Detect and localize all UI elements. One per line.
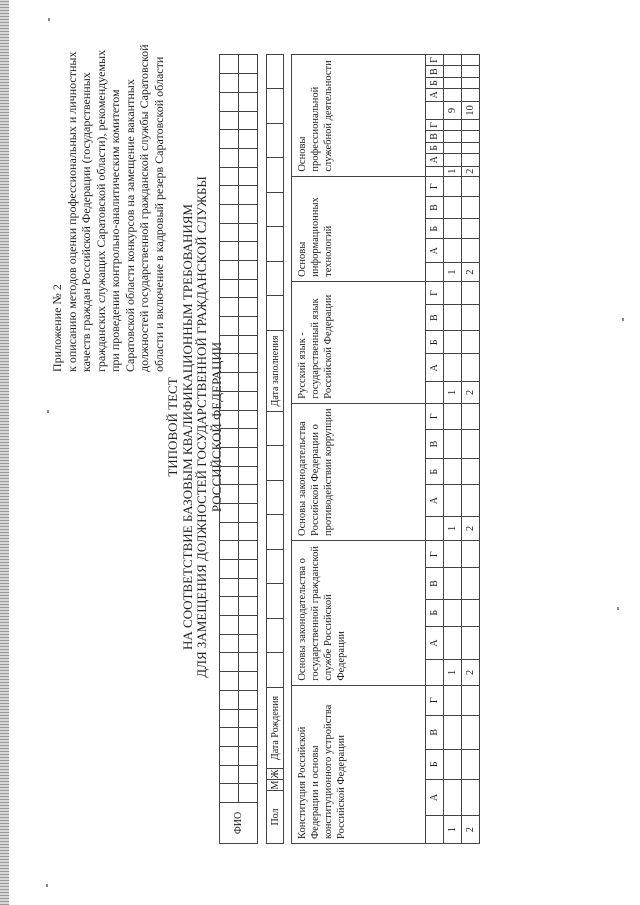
gender-male-box[interactable]: М	[267, 780, 284, 791]
answer-letter: Г	[426, 403, 444, 429]
scan-speck	[46, 884, 48, 887]
fio-cell[interactable]	[220, 504, 239, 523]
answer-cell[interactable]	[462, 66, 480, 78]
answer-cell[interactable]	[462, 331, 480, 354]
answer-letter: Б	[426, 219, 444, 239]
answer-cell[interactable]	[444, 66, 462, 78]
row-number-header	[426, 382, 444, 403]
fio-cell[interactable]	[220, 74, 239, 93]
date-cell[interactable]	[267, 296, 284, 331]
fio-cell[interactable]	[220, 279, 239, 298]
answer-cell[interactable]	[444, 176, 462, 196]
section-title: Основы профессиональной служебной деятельности	[292, 55, 426, 177]
document-title	[166, 42, 224, 812]
appendix-block	[50, 32, 166, 372]
fio-cell[interactable]	[239, 765, 258, 784]
fio-cell[interactable]	[239, 485, 258, 504]
fio-cell[interactable]	[239, 92, 258, 111]
fio-cell[interactable]	[239, 130, 258, 149]
answer-cell[interactable]	[444, 305, 462, 331]
answer-letter: Б	[426, 459, 444, 485]
section-title: Основы информационных технологий	[292, 176, 426, 281]
answer-cell[interactable]	[462, 568, 480, 599]
date-cell[interactable]	[267, 124, 284, 159]
answer-letter: Б	[426, 331, 444, 354]
question-number: 1	[444, 382, 462, 403]
answer-cell[interactable]	[462, 143, 480, 154]
answer-cell[interactable]	[462, 88, 480, 101]
answer-cell[interactable]	[462, 626, 480, 659]
row-number-header	[426, 816, 444, 844]
answer-cell[interactable]	[444, 403, 462, 429]
question-number: 2	[462, 382, 480, 403]
answer-cell[interactable]	[462, 485, 480, 517]
fio-cell[interactable]	[220, 317, 239, 336]
answer-cell[interactable]	[444, 626, 462, 659]
scan-speck	[48, 18, 50, 21]
answer-cell[interactable]	[444, 354, 462, 382]
question-number: 1	[444, 263, 462, 281]
fio-cell[interactable]	[220, 354, 239, 373]
fio-cell[interactable]	[239, 186, 258, 205]
fio-cell[interactable]	[220, 522, 239, 541]
answer-row	[462, 55, 480, 844]
fio-cell[interactable]	[239, 410, 258, 429]
answer-letter: Г	[426, 281, 444, 304]
answer-letter: В	[426, 130, 444, 142]
fio-cell[interactable]	[220, 223, 239, 242]
answer-cell[interactable]	[444, 239, 462, 263]
fio-cell[interactable]	[239, 223, 258, 242]
appendix-line: Саратовской области конкурсов на замещение вакантных	[122, 79, 137, 372]
fio-cell[interactable]	[239, 335, 258, 354]
answer-cell[interactable]	[462, 219, 480, 239]
fio-cell[interactable]	[239, 74, 258, 93]
fio-cell[interactable]	[220, 205, 239, 224]
answer-cell[interactable]	[444, 153, 462, 166]
answer-letter: В	[426, 305, 444, 331]
answer-row	[444, 55, 462, 844]
fio-cell[interactable]	[220, 55, 239, 74]
section-title: Основы законодательства о государственной гражданской службе Российской Федерации	[292, 540, 426, 685]
answer-cell[interactable]	[444, 429, 462, 459]
fio-row	[239, 55, 258, 844]
title-line: ДЛЯ ЗАМЕЩЕНИЯ ДОЛЖНОСТЕЙ ГОСУДАРСТВЕННОЙ ГРАЖДАНСКОЙ СЛУЖБЫ	[194, 176, 209, 678]
answer-letter: Б	[426, 749, 444, 779]
answer-letter: В	[426, 568, 444, 599]
fio-cell[interactable]	[239, 466, 258, 485]
appendix-line: области и включение в кадровый резерв Саратовской области	[151, 56, 166, 372]
answer-cell[interactable]	[462, 196, 480, 219]
fio-cell[interactable]	[220, 597, 239, 616]
fio-cell[interactable]	[220, 616, 239, 635]
question-number: 1	[444, 816, 462, 844]
answer-cell[interactable]	[444, 120, 462, 131]
appendix-line: при проведении контрольно-аналитическим комитетом	[108, 89, 122, 372]
date-cell[interactable]	[267, 158, 284, 193]
fio-cell[interactable]	[239, 746, 258, 765]
title-line: ТИПОВОЙ ТЕСТ	[165, 377, 180, 477]
fio-cell[interactable]	[220, 130, 239, 149]
section-title: Русский язык - государственный язык Российской Федерации	[292, 281, 426, 403]
answer-letter: В	[426, 715, 444, 749]
question-number: 2	[462, 516, 480, 540]
fio-cell[interactable]	[239, 634, 258, 653]
fio-cell[interactable]	[239, 261, 258, 280]
fio-cell[interactable]	[220, 466, 239, 485]
answer-grid	[291, 54, 480, 844]
fio-cell[interactable]	[239, 672, 258, 691]
fio-cell[interactable]	[220, 167, 239, 186]
answer-letter: А	[426, 153, 444, 166]
fio-cell[interactable]	[220, 765, 239, 784]
question-number: 2	[462, 263, 480, 281]
fio-cell[interactable]	[220, 335, 239, 354]
fio-cell[interactable]	[239, 690, 258, 709]
appendix-title: Приложение № 2	[50, 284, 64, 372]
answer-cell[interactable]	[444, 779, 462, 816]
date-cell[interactable]	[267, 481, 284, 516]
fio-cell[interactable]	[239, 354, 258, 373]
answer-letter: Г	[426, 685, 444, 715]
answer-letter: А	[426, 779, 444, 816]
question-number: 1	[444, 516, 462, 540]
info-row	[267, 55, 284, 844]
row-number-header	[426, 660, 444, 685]
answer-cell[interactable]	[462, 78, 480, 89]
date-cell[interactable]	[267, 584, 284, 619]
answer-cell[interactable]	[462, 130, 480, 142]
fio-table	[219, 54, 258, 844]
scan-edge	[0, 0, 9, 905]
answer-cell[interactable]	[444, 749, 462, 779]
fio-cell[interactable]	[220, 429, 239, 448]
fio-cell[interactable]	[220, 709, 239, 728]
gender-female-box[interactable]: Ж	[267, 769, 284, 780]
answer-letter: Г	[426, 55, 444, 66]
answer-cell[interactable]	[444, 715, 462, 749]
answer-cell[interactable]	[462, 749, 480, 779]
question-number: 1	[444, 166, 462, 176]
answer-cell[interactable]	[462, 239, 480, 263]
date-cell[interactable]	[267, 515, 284, 550]
fio-row	[220, 55, 239, 844]
fio-cell[interactable]	[239, 653, 258, 672]
fio-cell[interactable]	[239, 616, 258, 635]
fio-cell[interactable]	[220, 261, 239, 280]
row-number-header	[426, 516, 444, 540]
appendix-line: к описанию методов оценки профессиональных и личностных	[64, 51, 79, 372]
section-header-row	[292, 55, 426, 844]
fio-cell[interactable]	[220, 578, 239, 597]
fio-cell[interactable]	[239, 728, 258, 747]
title-line: НА СООТВЕТСТВИЕ БАЗОВЫМ КВАЛИФИКАЦИОННЫМ ТРЕБОВАНИЯМ	[179, 204, 195, 650]
answer-cell[interactable]	[462, 281, 480, 304]
answer-cell[interactable]	[444, 78, 462, 89]
answer-letter: В	[426, 429, 444, 459]
fio-cell[interactable]	[220, 447, 239, 466]
answer-cell[interactable]	[462, 779, 480, 816]
answer-cell[interactable]	[462, 599, 480, 626]
fio-cell[interactable]	[239, 167, 258, 186]
answer-cell[interactable]	[462, 176, 480, 196]
fio-cell[interactable]	[220, 92, 239, 111]
answer-letter: Г	[426, 540, 444, 568]
answer-cell[interactable]	[462, 429, 480, 459]
answer-letter: Б	[426, 143, 444, 154]
date-cell[interactable]	[267, 550, 284, 585]
fio-cell[interactable]	[239, 429, 258, 448]
answer-cell[interactable]	[444, 281, 462, 304]
gender-label: Пол	[267, 791, 284, 844]
birth-date-label: Дата Рождения	[267, 688, 284, 769]
fio-cell[interactable]	[239, 709, 258, 728]
fio-cell[interactable]	[220, 373, 239, 392]
fio-cell[interactable]	[239, 541, 258, 560]
date-cell[interactable]	[267, 55, 284, 90]
fio-cell[interactable]	[220, 728, 239, 747]
fio-cell[interactable]	[239, 784, 258, 803]
title-line: РОССИЙСКОЙ ФЕДЕРАЦИИ	[208, 341, 224, 513]
fio-cell[interactable]	[220, 746, 239, 765]
fio-cell[interactable]	[239, 148, 258, 167]
row-number-header	[426, 101, 444, 119]
question-number: 1	[444, 660, 462, 685]
fio-cell[interactable]	[220, 653, 239, 672]
fio-cell[interactable]	[239, 242, 258, 261]
answer-letter: Г	[426, 120, 444, 131]
date-cell[interactable]	[267, 653, 284, 688]
fio-cell[interactable]	[220, 410, 239, 429]
date-cell[interactable]	[267, 412, 284, 447]
fio-cell[interactable]	[239, 111, 258, 130]
answer-cell[interactable]	[462, 354, 480, 382]
letters-row	[426, 55, 444, 844]
fio-cell[interactable]	[220, 485, 239, 504]
fio-cell[interactable]	[239, 279, 258, 298]
answer-cell[interactable]	[444, 143, 462, 154]
fio-cell[interactable]	[239, 578, 258, 597]
rotated-page	[36, 22, 626, 872]
answer-cell[interactable]	[444, 55, 462, 66]
answer-letter: А	[426, 354, 444, 382]
question-number: 10	[462, 101, 480, 119]
question-number: 2	[462, 166, 480, 176]
fio-cell[interactable]	[220, 298, 239, 317]
date-cell[interactable]	[267, 446, 284, 481]
question-number: 2	[462, 660, 480, 685]
answer-letter: Б	[426, 599, 444, 626]
fio-label: ФИО	[220, 803, 258, 844]
fio-cell[interactable]	[239, 298, 258, 317]
answer-cell[interactable]	[462, 120, 480, 131]
answer-letter: В	[426, 196, 444, 219]
answer-cell[interactable]	[444, 331, 462, 354]
fio-cell[interactable]	[220, 541, 239, 560]
row-number-header	[426, 166, 444, 176]
answer-cell[interactable]	[444, 459, 462, 485]
section-title: Основы законодательства Российской Федерации о противодействии коррупции	[292, 403, 426, 540]
appendix-line: гражданских служащих Саратовской области), рекомендуемых	[93, 49, 108, 372]
fio-cell[interactable]	[220, 111, 239, 130]
date-cell[interactable]	[267, 227, 284, 262]
answer-cell[interactable]	[444, 599, 462, 626]
date-cell[interactable]	[267, 89, 284, 124]
answer-letter: Б	[426, 78, 444, 89]
fio-cell[interactable]	[220, 784, 239, 803]
fio-cell[interactable]	[239, 55, 258, 74]
question-number: 2	[462, 816, 480, 844]
date-cell[interactable]	[267, 619, 284, 654]
answer-letter: В	[426, 66, 444, 78]
answer-cell[interactable]	[462, 540, 480, 568]
answer-letter: А	[426, 626, 444, 659]
answer-cell[interactable]	[444, 485, 462, 517]
answer-cell[interactable]	[462, 685, 480, 715]
fio-cell[interactable]	[239, 317, 258, 336]
answer-letter: А	[426, 88, 444, 101]
fio-cell[interactable]	[220, 634, 239, 653]
appendix-line: должностей государственной гражданской службы Саратовской	[137, 44, 151, 372]
answer-cell[interactable]	[444, 196, 462, 219]
question-number: 9	[444, 101, 462, 119]
answer-cell[interactable]	[444, 685, 462, 715]
fio-cell[interactable]	[220, 186, 239, 205]
appendix-line: качеств граждан Российской Федерации (государственных	[79, 72, 93, 372]
fio-cell[interactable]	[239, 373, 258, 392]
answer-cell[interactable]	[462, 305, 480, 331]
answer-letter: А	[426, 485, 444, 517]
answer-cell[interactable]	[462, 153, 480, 166]
answer-cell[interactable]	[444, 540, 462, 568]
fio-cell[interactable]	[239, 560, 258, 579]
fio-cell[interactable]	[220, 690, 239, 709]
fio-cell[interactable]	[220, 672, 239, 691]
fio-cell[interactable]	[239, 597, 258, 616]
fio-cell[interactable]	[239, 522, 258, 541]
section-title: Конституция Российской Федерации и основы конституционного устройства Российской Федерации	[292, 685, 426, 843]
fio-cell[interactable]	[239, 205, 258, 224]
info-row-table	[266, 54, 284, 844]
date-cell[interactable]	[267, 262, 284, 297]
answer-cell[interactable]	[444, 219, 462, 239]
fio-cell[interactable]	[220, 242, 239, 261]
answer-letter: А	[426, 239, 444, 263]
fio-cell[interactable]	[220, 391, 239, 410]
answer-cell[interactable]	[462, 715, 480, 749]
answer-letter: Г	[426, 176, 444, 196]
fio-cell[interactable]	[220, 560, 239, 579]
fio-cell[interactable]	[220, 148, 239, 167]
row-number-header	[426, 263, 444, 281]
answer-cell[interactable]	[444, 130, 462, 142]
answer-cell[interactable]	[462, 403, 480, 429]
answer-cell[interactable]	[462, 55, 480, 66]
fio-cell[interactable]	[239, 447, 258, 466]
fill-date-label: Дата заполнения	[267, 331, 284, 412]
date-cell[interactable]	[267, 193, 284, 228]
answer-cell[interactable]	[462, 459, 480, 485]
answer-cell[interactable]	[444, 568, 462, 599]
answer-cell[interactable]	[444, 88, 462, 101]
fio-cell[interactable]	[239, 391, 258, 410]
fio-cell[interactable]	[239, 504, 258, 523]
